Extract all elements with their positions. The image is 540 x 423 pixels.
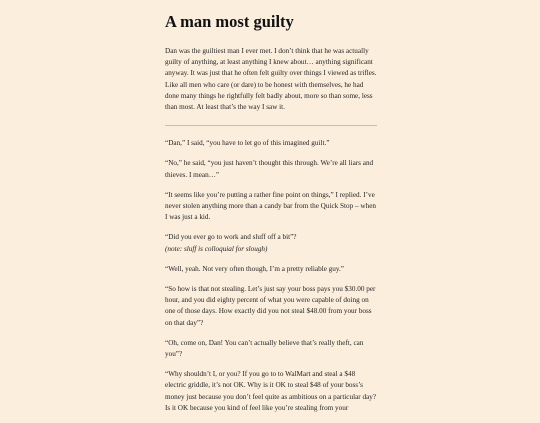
dialogue-paragraph: “Well, yeah. Not very often though, I’m a pretty reliable guy.” [165, 264, 344, 273]
dialogue-paragraph: “Dan,” I said, “you have to let go of this imagined guilt.” [165, 139, 330, 148]
intro-paragraph: Dan was the guiltiest man I ever met. I don’t think that he was actually guilty of anything, at least anything I knew about… anything significant anyway. It was just that he often felt guilty over things I viewed as trifles. Like all men who care (or dare) to be honest with themselves, he had done many things he rightfully felt badly about, more so than some, less than most. At least that’s the way I saw it. [165, 47, 377, 112]
dialogue-paragraph-with-note [165, 232, 377, 254]
dialogue-paragraph: “Oh, come on, Dan! You can’t actually believe that’s really theft, can you”? [165, 338, 364, 359]
article [165, 12, 377, 423]
dialogue-paragraph: “No,” he said, “you just haven’t thought this through. We’re all liars and thieves. I mean…” [165, 159, 374, 179]
dialogue-paragraph: “It seems like you’re putting a rather fine point on things,” I replied. I’ve never stolen anything more than a candy bar from the Quick Stop – when I was just a kid. [165, 190, 376, 222]
dialogue-text: “Did you ever go to work and sluff off a bit”? [165, 233, 297, 242]
section-divider [165, 125, 377, 126]
article-title: A man most guilty [165, 12, 294, 31]
dialogue-paragraph: “Why shouldn’t I, or you? If you go to to WalMart and steal a $48 electric griddle, it’s not OK. Why is it OK to steal $48 of your boss’s money just because you don’t feel quite as ambitious on a particular day? Is it OK because you kind of feel like you’re stealing from your [165, 370, 377, 412]
footnote: (note: sluff is colloquial for slough) [165, 244, 268, 253]
dialogue-paragraph: “So how is that not stealing. Let’s just say your boss pays you $30.00 per hour, and you did eighty percent of what you were capable of doing on one of those days. How exactly did you not steal $48.00 from your boss on that day”? [165, 285, 376, 327]
